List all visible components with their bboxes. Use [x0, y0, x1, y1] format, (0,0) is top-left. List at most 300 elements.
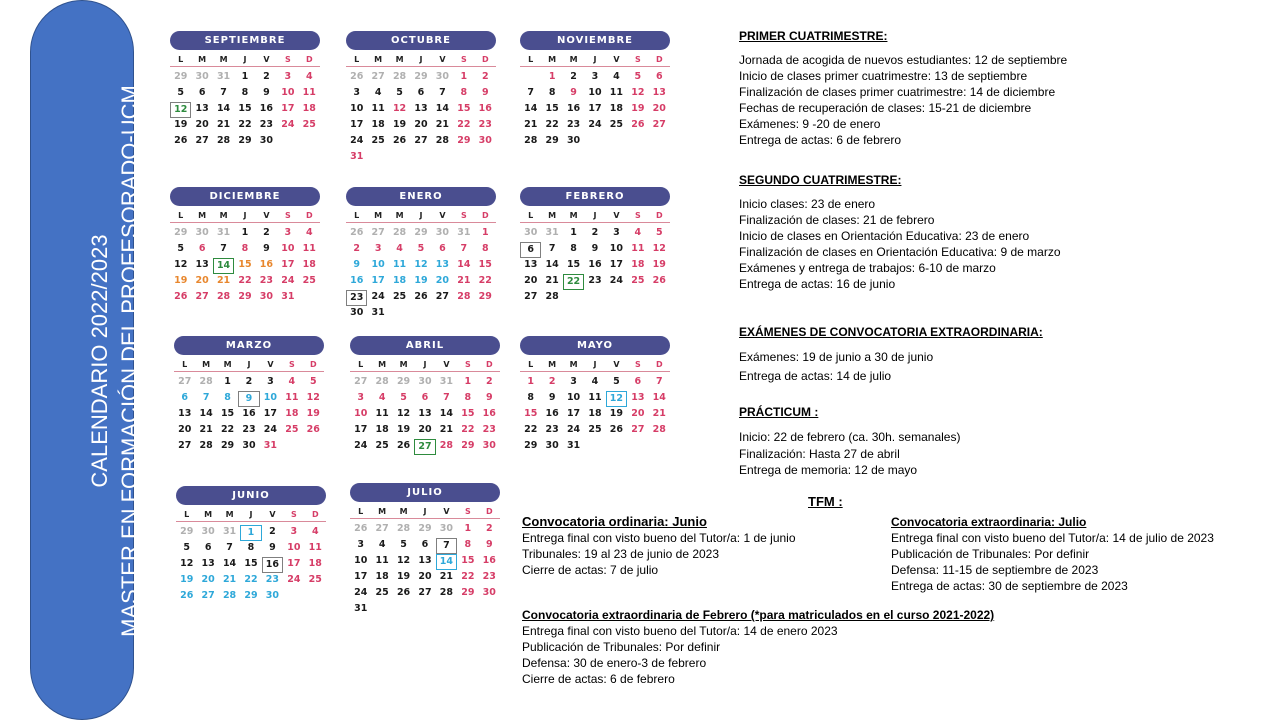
day-cell: 2 — [263, 227, 270, 238]
day-cell: 30 — [265, 590, 280, 601]
day-cell: 10 — [588, 87, 602, 98]
day-cell: 30 — [439, 523, 454, 534]
weekday-divider — [520, 222, 670, 223]
day-cell: 17 — [281, 259, 295, 270]
weekday-label: D — [485, 507, 493, 516]
day-cell: 13 — [435, 259, 450, 270]
day-cell: 3 — [353, 87, 361, 98]
day-cell: 17 — [287, 558, 301, 569]
weekday-divider — [350, 518, 500, 519]
day-cell: 30 — [435, 227, 450, 238]
tfm-febrero-line: Publicación de Tribunales: Por definir — [522, 640, 721, 654]
day-cell: 25 — [371, 135, 385, 146]
calendar-month-january — [346, 187, 496, 322]
day-cell: 20 — [524, 275, 538, 286]
day-cell: 22 — [238, 275, 252, 286]
day-cell: 11 — [392, 259, 407, 270]
day-cell: 13 — [652, 87, 666, 98]
day-cell: 28 — [439, 440, 454, 451]
day-cell: 30 — [195, 227, 209, 238]
weekday-label: L — [354, 55, 360, 64]
day-cell: 12 — [170, 102, 191, 118]
day-cell: 4 — [591, 376, 599, 387]
day-cell: 29 — [418, 523, 432, 534]
day-cell: 1 — [464, 376, 472, 387]
day-cell: 15 — [238, 259, 252, 270]
tfm-julio-section — [891, 514, 1214, 594]
day-cell: 13 — [195, 103, 209, 114]
day-cell: 16 — [482, 555, 496, 566]
day-cell: 1 — [241, 227, 249, 238]
day-cell: 12 — [652, 243, 666, 254]
day-cell: 19 — [392, 119, 407, 130]
weekday-label: S — [460, 211, 467, 220]
day-cell: 16 — [259, 259, 274, 270]
day-cell: 15 — [566, 259, 581, 270]
tfm-ordinaria-line: Entrega final con visto bueno del Tutor/a: 1 de junio — [522, 531, 796, 545]
day-cell: 26 — [652, 275, 666, 286]
day-cell: 20 — [631, 408, 645, 419]
day-cell: 16 — [259, 103, 274, 114]
day-cell: 8 — [464, 392, 472, 403]
day-cell: 30 — [242, 440, 256, 451]
month-grid — [520, 359, 670, 455]
day-cell: 26 — [174, 291, 188, 302]
day-cell: 3 — [591, 71, 599, 82]
weekday-label: M — [569, 360, 578, 369]
day-cell: 23 — [566, 119, 581, 130]
day-cell — [520, 70, 541, 86]
day-cell: 26 — [396, 440, 411, 451]
practicum-line: Inicio: 22 de febrero (ca. 30h. semanales) — [739, 430, 961, 444]
day-cell: 1 — [570, 227, 577, 238]
day-cell: 28 — [199, 440, 213, 451]
day-cell: 23 — [545, 424, 559, 435]
day-cell: 29 — [545, 135, 559, 146]
day-cell: 27 — [414, 439, 435, 455]
day-cell: 28 — [222, 590, 237, 601]
day-cell: 22 — [545, 119, 559, 130]
day-cell: 31 — [350, 151, 364, 162]
weekday-label: L — [358, 360, 364, 369]
day-cell: 7 — [548, 243, 556, 254]
calendar-month-april — [350, 336, 500, 455]
day-cell: 8 — [460, 87, 468, 98]
weekday-label: J — [247, 360, 251, 369]
day-cell: 27 — [195, 291, 209, 302]
weekday-divider — [170, 222, 320, 223]
day-cell: 5 — [400, 392, 407, 403]
day-cell: 24 — [281, 275, 295, 286]
day-cell: 25 — [302, 275, 316, 286]
weekday-label: J — [243, 211, 247, 220]
day-cell: 17 — [354, 571, 368, 582]
day-cell: 1 — [481, 227, 489, 238]
day-cell: 5 — [183, 542, 191, 553]
day-cell: 14 — [652, 392, 666, 403]
day-cell: 24 — [281, 119, 295, 130]
day-cell: 24 — [350, 135, 364, 146]
day-cell: 6 — [181, 392, 189, 403]
month-header: DICIEMBRE — [170, 187, 320, 206]
day-cell: 18 — [302, 259, 316, 270]
weekday-label: S — [464, 360, 471, 369]
day-cell: 18 — [375, 571, 389, 582]
day-cell: 28 — [457, 291, 471, 302]
calendar-month-march — [174, 336, 324, 455]
day-cell: 14 — [457, 259, 471, 270]
day-cell: 23 — [259, 275, 274, 286]
day-cell: 6 — [421, 392, 429, 403]
day-cell: 30 — [259, 135, 274, 146]
weekday-label: S — [464, 507, 471, 516]
weekday-label: L — [528, 55, 534, 64]
tfm-julio-title: Convocatoria extraordinaria: Julio — [891, 515, 1087, 529]
day-cell: 25 — [609, 119, 624, 130]
day-cell: 7 — [655, 376, 663, 387]
day-cell: 4 — [634, 227, 642, 238]
weekday-label: V — [439, 55, 446, 64]
primer-line: Fechas de recuperación de clases: 15-21 de diciembre — [739, 101, 1032, 115]
day-cell: 20 — [652, 103, 666, 114]
day-cell: 23 — [482, 571, 496, 582]
day-cell: 15 — [545, 103, 559, 114]
month-grid — [346, 210, 496, 322]
day-cell: 18 — [285, 408, 299, 419]
day-cell: 10 — [566, 392, 581, 403]
tfm-febrero-line: Entrega final con visto bueno del Tutor/a: 14 de enero 2023 — [522, 624, 838, 638]
day-cell: 8 — [241, 87, 249, 98]
tfm-febrero-section — [522, 607, 994, 687]
weekday-label: D — [655, 211, 663, 220]
weekday-label: D — [481, 211, 489, 220]
day-cell: 1 — [460, 71, 468, 82]
day-cell: 29 — [478, 291, 492, 302]
primer-line: Entrega de actas: 6 de febrero — [739, 133, 902, 147]
weekday-label: V — [613, 55, 620, 64]
weekday-label: S — [290, 510, 297, 519]
day-cell: 12 — [396, 555, 411, 566]
weekday-divider — [346, 66, 496, 67]
day-cell: 23 — [346, 290, 367, 306]
day-cell: 28 — [199, 376, 213, 387]
weekday-label: V — [443, 507, 450, 516]
day-cell: 12 — [180, 558, 194, 569]
tfm-febrero-title: Convocatoria extraordinaria de Febrero (*para matriculados en el curso 2021-2022) — [522, 608, 995, 622]
primer-cuatrimestre-title: PRIMER CUATRIMESTRE: — [739, 29, 888, 43]
day-cell: 29 — [180, 526, 194, 537]
day-cell: 10 — [281, 87, 295, 98]
day-cell: 25 — [302, 119, 316, 130]
day-cell: 29 — [461, 440, 475, 451]
day-cell: 3 — [357, 539, 365, 550]
day-cell: 11 — [302, 87, 316, 98]
weekday-label: V — [443, 360, 450, 369]
day-cell: 29 — [174, 71, 188, 82]
day-cell: 14 — [213, 258, 234, 274]
day-cell: 2 — [570, 71, 577, 82]
weekday-label: M — [399, 360, 408, 369]
calendar-month-november — [520, 31, 670, 150]
day-cell: 2 — [269, 526, 276, 537]
day-cell: 16 — [566, 103, 581, 114]
practicum-section — [739, 404, 960, 478]
day-cell: 20 — [178, 424, 192, 435]
calendar-month-may — [520, 336, 670, 455]
tfm-ordinaria-line: Tribunales: 19 al 23 de junio de 2023 — [522, 547, 720, 561]
segundo-cuatrimestre-section — [739, 172, 1061, 292]
tfm-julio-line: Entrega final con visto bueno del Tutor/a: 14 de julio de 2023 — [891, 531, 1214, 545]
day-cell: 19 — [174, 119, 188, 130]
day-cell: 3 — [613, 227, 620, 238]
day-cell: 1 — [241, 71, 249, 82]
extraordinaria-line: Entrega de actas: 14 de julio — [739, 369, 892, 383]
day-cell: 6 — [655, 71, 663, 82]
day-cell: 29 — [174, 227, 188, 238]
day-cell: 9 — [263, 243, 270, 254]
day-cell: 8 — [548, 87, 556, 98]
day-cell: 29 — [461, 587, 475, 598]
day-cell: 7 — [443, 392, 450, 403]
day-cell: 26 — [609, 424, 624, 435]
segundo-line: Exámenes y entrega de trabajos: 6-10 de marzo — [739, 261, 996, 275]
weekday-label: M — [399, 507, 408, 516]
day-cell: 19 — [396, 571, 411, 582]
day-cell: 21 — [199, 424, 213, 435]
day-cell: 25 — [631, 275, 645, 286]
day-cell: 31 — [371, 307, 385, 318]
weekday-divider — [346, 222, 496, 223]
day-cell: 18 — [308, 558, 322, 569]
day-cell: 5 — [613, 376, 620, 387]
day-cell: 6 — [520, 242, 541, 258]
month-header: NOVIEMBRE — [520, 31, 670, 50]
weekday-label: M — [198, 211, 207, 220]
day-cell: 12 — [306, 392, 320, 403]
day-cell: 9 — [269, 542, 276, 553]
weekday-label: D — [655, 55, 663, 64]
segundo-line: Finalización de clases en Orientación Educativa: 9 de marzo — [739, 245, 1061, 259]
day-cell: 11 — [631, 243, 645, 254]
day-cell: 12 — [392, 103, 407, 114]
day-cell: 29 — [238, 135, 252, 146]
day-cell: 11 — [302, 243, 316, 254]
day-cell: 2 — [481, 71, 489, 82]
day-cell: 6 — [421, 539, 429, 550]
day-cell: 3 — [357, 392, 365, 403]
day-cell: 4 — [613, 71, 620, 82]
day-cell: 27 — [354, 376, 368, 387]
day-cell: 29 — [244, 590, 258, 601]
sidebar-line-1: CALENDARIO 2022/2023 — [87, 234, 112, 488]
day-cell: 1 — [224, 376, 231, 387]
tfm-febrero-line: Defensa: 30 de enero-3 de febrero — [522, 656, 707, 670]
day-cell: 8 — [481, 243, 489, 254]
day-cell: 12 — [174, 259, 188, 270]
day-cell: 18 — [302, 103, 316, 114]
day-cell: 30 — [482, 440, 496, 451]
day-cell: 29 — [457, 135, 471, 146]
weekday-label: V — [263, 55, 270, 64]
day-cell: 5 — [396, 87, 403, 98]
day-cell: 31 — [222, 526, 237, 537]
day-cell: 3 — [290, 526, 298, 537]
month-grid — [170, 210, 320, 306]
day-cell: 12 — [396, 408, 411, 419]
day-cell: 14 — [439, 408, 454, 419]
day-cell: 18 — [392, 275, 407, 286]
day-cell: 22 — [461, 571, 475, 582]
day-cell: 14 — [524, 103, 538, 114]
day-cell: 1 — [240, 525, 261, 541]
weekday-label: J — [249, 510, 253, 519]
day-cell: 2 — [245, 376, 253, 387]
day-cell: 30 — [259, 291, 274, 302]
day-cell: 11 — [371, 103, 385, 114]
day-cell: 28 — [652, 424, 666, 435]
weekday-label: V — [267, 360, 274, 369]
weekday-label: M — [548, 360, 557, 369]
weekday-label: L — [528, 360, 534, 369]
day-cell: 7 — [527, 87, 535, 98]
segundo-line: Inicio de clases en Orientación Educativa: 23 de enero — [739, 229, 1030, 243]
day-cell: 29 — [414, 71, 428, 82]
day-cell: 7 — [220, 87, 227, 98]
extraordinaria-line: Exámenes: 19 de junio a 30 de junio — [739, 350, 934, 364]
day-cell: 29 — [238, 291, 252, 302]
day-cell: 31 — [281, 291, 295, 302]
tfm-julio-line: Publicación de Tribunales: Por definir — [891, 547, 1090, 561]
day-cell: 21 — [216, 275, 231, 286]
day-cell: 15 — [457, 103, 471, 114]
weekday-label: M — [378, 507, 387, 516]
weekday-divider — [170, 66, 320, 67]
day-cell: 22 — [524, 424, 538, 435]
day-cell: 1 — [548, 71, 556, 82]
weekday-label: S — [634, 55, 641, 64]
month-grid — [520, 210, 670, 306]
day-cell: 20 — [414, 119, 428, 130]
weekday-label: J — [593, 360, 597, 369]
weekday-label: M — [198, 55, 207, 64]
day-cell: 15 — [461, 555, 475, 566]
day-cell: 31 — [439, 376, 454, 387]
day-cell: 13 — [524, 259, 538, 270]
day-cell: 28 — [524, 135, 538, 146]
day-cell: 23 — [588, 275, 602, 286]
day-cell: 5 — [655, 227, 663, 238]
day-cell: 9 — [485, 539, 493, 550]
day-cell: 20 — [418, 424, 432, 435]
day-cell: 20 — [195, 275, 209, 286]
day-cell: 26 — [396, 587, 411, 598]
day-cell: 15 — [524, 408, 538, 419]
day-cell: 2 — [485, 523, 493, 534]
day-cell: 22 — [478, 275, 492, 286]
primer-cuatrimestre-section — [739, 28, 1067, 148]
day-cell: 7 — [439, 87, 446, 98]
month-header: SEPTIEMBRE — [170, 31, 320, 50]
day-cell: 31 — [216, 71, 231, 82]
day-cell: 13 — [414, 103, 428, 114]
day-cell: 4 — [378, 539, 386, 550]
weekday-label: D — [485, 360, 493, 369]
weekday-label: M — [395, 211, 404, 220]
day-cell: 13 — [631, 392, 645, 403]
day-cell: 22 — [220, 424, 235, 435]
tfm-ordinaria-line: Cierre de actas: 7 de julio — [522, 563, 659, 577]
primer-line: Jornada de acogida de nuevos estudiantes: 12 de septiembre — [739, 53, 1068, 67]
day-cell: 28 — [396, 523, 411, 534]
day-cell: 16 — [588, 259, 602, 270]
day-cell: 28 — [216, 135, 231, 146]
day-cell: 10 — [281, 243, 295, 254]
weekday-label: D — [311, 510, 319, 519]
day-cell: 21 — [222, 574, 237, 585]
day-cell: 9 — [353, 259, 361, 270]
day-cell: 25 — [375, 440, 389, 451]
day-cell: 2 — [548, 376, 556, 387]
segundo-line: Finalización de clases: 21 de febrero — [739, 213, 935, 227]
day-cell: 25 — [588, 424, 602, 435]
day-cell: 16 — [545, 408, 559, 419]
day-cell: 30 — [418, 376, 432, 387]
weekday-label: V — [269, 510, 276, 519]
month-grid — [174, 359, 324, 455]
day-cell: 12 — [631, 87, 645, 98]
day-cell: 29 — [524, 440, 538, 451]
day-cell: 5 — [417, 243, 425, 254]
weekday-label: M — [374, 55, 383, 64]
day-cell: 24 — [263, 424, 278, 435]
day-cell: 11 — [375, 408, 389, 419]
weekday-label: M — [374, 211, 383, 220]
day-cell: 10 — [354, 408, 368, 419]
day-cell: 26 — [350, 71, 364, 82]
day-cell: 14 — [545, 259, 559, 270]
primer-line: Finalización de clases primer cuatrimestre: 14 de diciembre — [739, 85, 1056, 99]
day-cell: 27 — [178, 376, 192, 387]
weekday-divider — [350, 371, 500, 372]
day-cell: 25 — [375, 587, 389, 598]
day-cell: 6 — [417, 87, 425, 98]
day-cell: 14 — [216, 103, 231, 114]
day-cell: 8 — [570, 243, 577, 254]
weekday-label: D — [305, 55, 313, 64]
weekday-divider — [174, 371, 324, 372]
day-cell: 10 — [609, 243, 624, 254]
day-cell: 14 — [435, 103, 450, 114]
weekday-label: M — [569, 55, 578, 64]
day-cell: 9 — [591, 243, 599, 254]
day-cell: 8 — [224, 392, 231, 403]
day-cell: 26 — [631, 119, 645, 130]
weekday-label: M — [219, 211, 228, 220]
weekday-label: D — [655, 360, 663, 369]
practicum-line: Finalización: Hasta 27 de abril — [739, 447, 900, 461]
day-cell: 5 — [309, 376, 317, 387]
day-cell: 12 — [606, 391, 627, 407]
weekday-label: M — [202, 360, 211, 369]
day-cell: 11 — [375, 555, 389, 566]
calendar-month-july — [350, 483, 500, 618]
day-cell: 9 — [485, 392, 493, 403]
day-cell: 4 — [378, 392, 386, 403]
day-cell: 18 — [375, 424, 389, 435]
day-cell: 26 — [354, 523, 368, 534]
day-cell: 19 — [631, 103, 645, 114]
day-cell: 6 — [198, 243, 206, 254]
